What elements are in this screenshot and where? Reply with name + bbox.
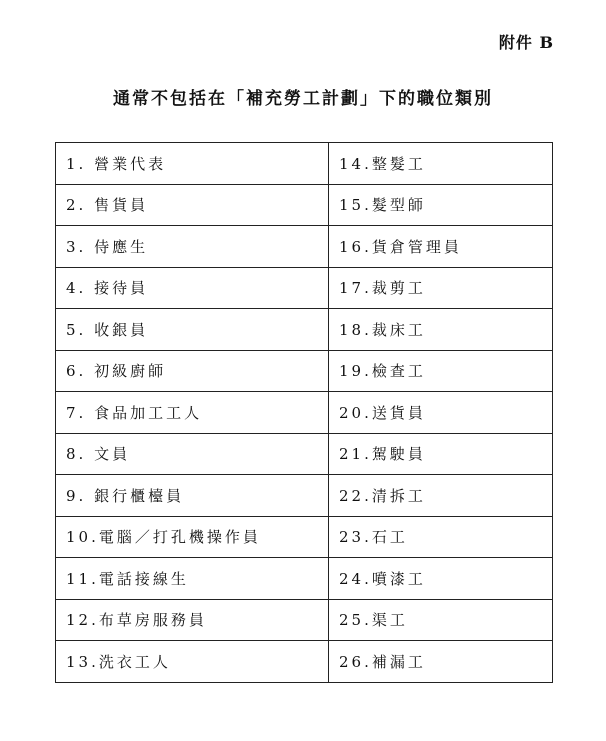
table-cell-left: 6. 初級廚師	[56, 350, 329, 392]
table-row	[56, 433, 553, 475]
table-cell-right: 16.貨倉管理員	[329, 226, 553, 268]
document-title: 通常不包括在「補充勞工計劃」下的職位類別	[113, 89, 493, 109]
table-cell-left: 5. 收銀員	[56, 309, 329, 351]
annex-label: 附件 B	[498, 33, 554, 52]
table-row	[56, 516, 553, 558]
table-cell-left: 7. 食品加工工人	[56, 392, 329, 434]
table-cell-right: 19.檢查工	[329, 350, 553, 392]
table-cell-right: 24.噴漆工	[329, 558, 553, 600]
table-cell-left: 1. 營業代表	[56, 143, 329, 185]
table-cell-right: 21.駕駛員	[329, 433, 553, 475]
table-row	[56, 392, 553, 434]
table-cell-left: 10.電腦／打孔機操作員	[56, 516, 329, 558]
table-cell-left: 4. 接待員	[56, 267, 329, 309]
table-cell-left: 3. 侍應生	[56, 226, 329, 268]
table-cell-right: 26.補漏工	[329, 641, 553, 683]
table-cell-right: 14.整髮工	[329, 143, 553, 185]
table-cell-right: 15.髮型師	[329, 184, 553, 226]
table-row	[56, 143, 553, 185]
table-cell-right: 22.清拆工	[329, 475, 553, 517]
table-row	[56, 226, 553, 268]
table-row	[56, 267, 553, 309]
table-row	[56, 599, 553, 641]
table-row	[56, 350, 553, 392]
table-cell-left: 12.布草房服務員	[56, 599, 329, 641]
table-cell-right: 17.裁剪工	[329, 267, 553, 309]
table-cell-left: 9. 銀行櫃檯員	[56, 475, 329, 517]
table-row	[56, 558, 553, 600]
table-cell-right: 25.渠工	[329, 599, 553, 641]
table-cell-right: 23.石工	[329, 516, 553, 558]
table-row	[56, 309, 553, 351]
table-row	[56, 641, 553, 683]
table-cell-right: 20.送貨員	[329, 392, 553, 434]
job-category-table	[55, 142, 553, 683]
table-cell-left: 2. 售貨員	[56, 184, 329, 226]
table-cell-left: 13.洗衣工人	[56, 641, 329, 683]
table-cell-right: 18.裁床工	[329, 309, 553, 351]
table-row	[56, 184, 553, 226]
table-cell-left: 8. 文員	[56, 433, 329, 475]
table-row	[56, 475, 553, 517]
table-cell-left: 11.電話接線生	[56, 558, 329, 600]
